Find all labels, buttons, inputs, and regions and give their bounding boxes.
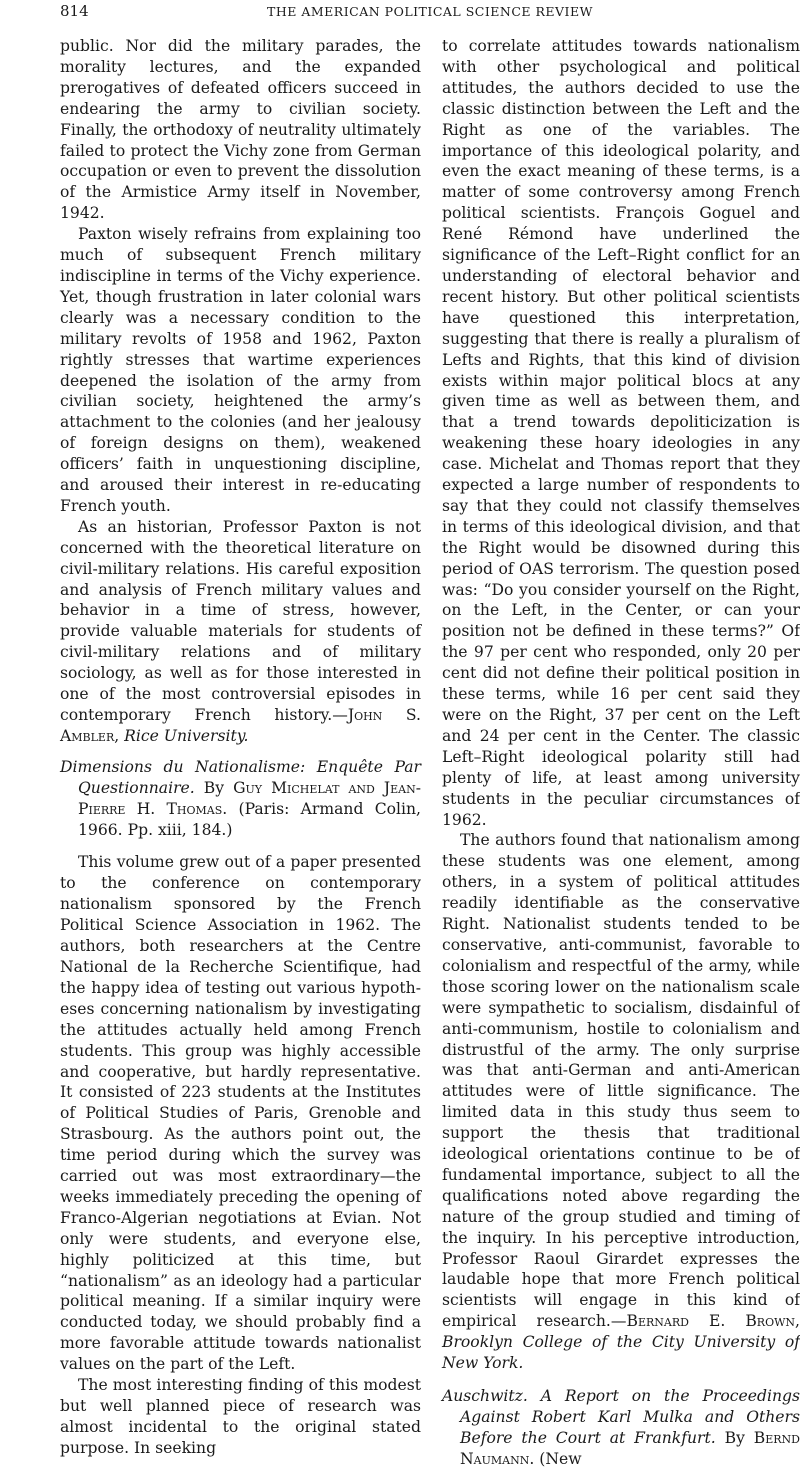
paragraph: Paxton wisely refrains from explaining too much of subsequent French military indiscipline in terms of the Vichy experience. Yet, though frustration in later colonial wars clearly was a necessary condition to the military revolts of 1958 and 1962, Paxton rightly stresses that wartime experiences deepened the isolation of the army from civilian society, heightened the army’s attachment to the colonies (and her jealousy of foreign designs on them), weakened officers’ faith in unquestioning discipline, and aroused their interest in re-educating French youth. xyxy=(60,225,421,515)
right-column xyxy=(442,36,800,1470)
author-affiliation: Brooklyn College of the City University of New York. xyxy=(442,1333,800,1373)
left-column xyxy=(60,36,421,1459)
book-title: Dimensions du Nationalisme: Enquête Par Questionnaire. xyxy=(60,757,421,797)
running-title: THE AMERICAN POLITICAL SCIENCE REVIEW xyxy=(267,4,593,19)
book-authors: Bernd Naumann. xyxy=(460,1428,800,1468)
paragraph: The most interesting finding of this modest but well planned piece of research was almost incidental to the original stated purpose. In seeking xyxy=(60,1376,421,1457)
paragraph xyxy=(442,830,800,1374)
book-title: Auschwitz. A Report on the Proceedings Against Robert Karl Mulka and Others Before the Court at Frankfurt. xyxy=(442,1387,800,1447)
page-number: 814 xyxy=(60,2,89,20)
by-label: By xyxy=(203,778,225,797)
book-authors: Guy Michelat and Jean-Pierre H. Thomas. xyxy=(78,778,421,818)
review-author: John S. Ambler, xyxy=(60,706,421,745)
by-label: By xyxy=(724,1428,745,1447)
paragraph: to correlate attitudes towards nationalism with other psychological and political attitudes, the authors decided to use the classic distinction between the Left and the Right as one of the variables. The importance of this ideological polarity, and even the exact meaning of these terms, is a matter of some controversy among French political scientists. François Goguel and René Rémond have underlined the significance of the Left–Right conflict for an understanding of electoral behavior and recent history. But other political scientists have questioned this interpretation, suggesting that there is really a pluralism of Lefts and Rights, that this kind of division exists within major political blocs at any given time as well as between them, and that a trend towards depoliticization is weakening these hoary ideologies in any case. Michelat and Thomas report that they expected a large number of respondents to say that they could not classify themselves in terms of this ideological division, and that the Right would be disowned during this period of OAS terrorism. The question posed was: “Do you consider yourself on the Right, on the Left, in the Center, or can your position not be defined in these terms?” Of the 97 per cent who responded, only 20 per cent did not define their political position in these terms, while 16 per cent said they were on the Right, 37 per cent on the Left and 24 per cent in the Center. The classic Left–Right ideological polarity still had plenty of life, at least among university students in the peculiar circumstances of 1962. xyxy=(442,37,800,829)
paragraph-text: As an historian, Professor Paxton is not concerned with the theoretical literature on civil-military relations. His careful exposition and analysis of French military values and behavior in a time of stress, however, provide valuable materials for students of civil-military relations and of military sociology, as well as for those interested in one of the most controversial episodes in contemporary French history.— xyxy=(60,517,421,724)
author-affiliation: Rice University. xyxy=(124,726,249,745)
book-review-heading xyxy=(60,757,421,841)
paragraph: public. Nor did the military parades, the morality lectures, and the expanded prerogatives of defeated officers succeed in endearing the army to civilian society. Finally, the orthodoxy of neutrality ultimately failed to protect the Vichy zone from German occupation or even to prevent the dissolution of the Armistice Army itself in November, 1942. xyxy=(60,37,421,223)
paragraph-text: The authors found that nationalism among these students was one element, among others, in a system of political attitudes readily identifiable as the conservative Right. Nationalist students tended to be conservative, anti-communist, favorable to colonialism and respectful of the army, while those scoring lower on the nationalism scale were sympathetic to socialism, disdainful of anti-communism, hostile to colonialism and distrustful of the army. The only surprise was that anti-German and anti-American attitudes were of little significance. The limited data in this study thus seem to support the thesis that traditional ideological orientations continue to be of fundamental importance, subject to all the qualifications noted above regarding the nature of the group studied and timing of the inquiry. In his perceptive introduction, Professor Raoul Girardet expresses the laudable hope that more French political scientists will engage in this kind of empirical research.— xyxy=(442,831,800,1331)
review-author: Bernard E. Brown, xyxy=(626,1312,800,1331)
paragraph: This volume grew out of a paper presented to the conference on contemporary nationalism sponsored by the French Political Science Association in 1962. The authors, both researchers at the Centre National de la Recherche Scientifique, had the happy idea of testing out various hypotheses concerning nationalism by investigating the attitudes actually held among French students. This group was highly accessible and cooperative, but hardly representative. It consisted of 223 students at the Institutes of Political Studies of Paris, Grenoble and Strasbourg. As the authors point out, the time period during which the survey was carried out was most extraordinary—the weeks immediately preceding the opening of Franco-Algerian negotiations at Evian. Not only were students, and everyone else, highly politicized at this time, but “nationalism” as an ideology had a particular political meaning. If a similar inquiry were conducted today, we should probably find a more favorable attitude towards nationalist values on the part of the Left. xyxy=(60,853,421,1374)
publication-info: (New xyxy=(539,1449,582,1468)
page-header xyxy=(60,0,800,26)
book-review-heading xyxy=(442,1386,800,1470)
publication-info: (Paris: Armand Colin, 1966. Pp. xiii, 184.) xyxy=(78,799,421,839)
paragraph xyxy=(60,517,421,747)
